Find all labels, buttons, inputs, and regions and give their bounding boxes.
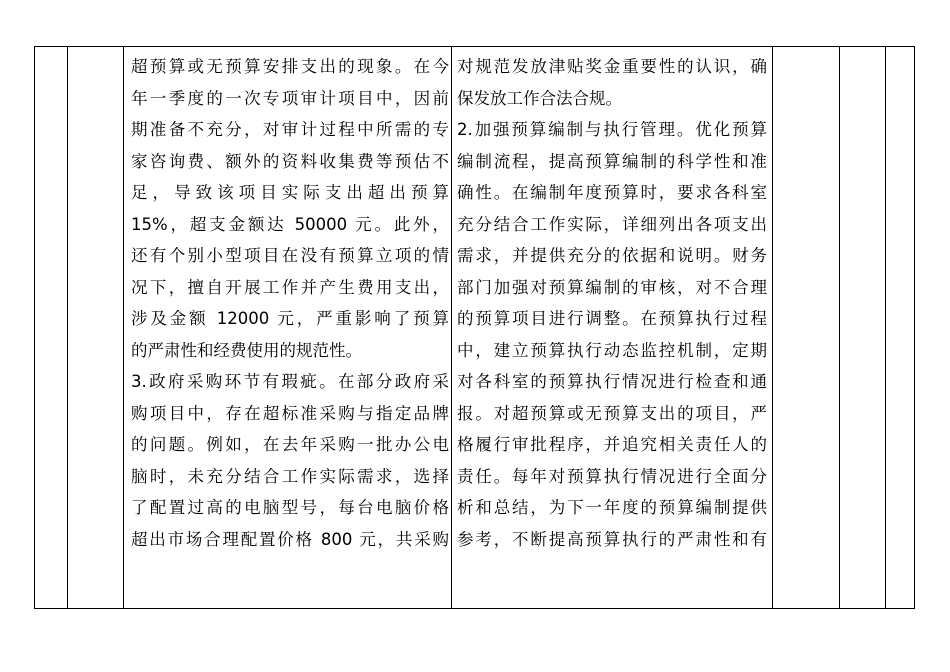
text-line: 的预算项目进行调整。在预算执行过程 (457, 309, 767, 328)
rectification-measures-cell (457, 51, 767, 555)
text-line: 需求，并提供充分的依据和说明。财务 (457, 246, 767, 265)
text-line: 购项目中，存在超标准采购与指定品牌 (131, 403, 449, 423)
text-line: 确性。在编制年度预算时，要求各科室 (457, 183, 767, 202)
text-line: 2.加强预算编制与执行管理。优化预算 (457, 120, 767, 139)
text-line: 责任。每年对预算执行情况进行全面分 (457, 466, 767, 486)
column-divider (772, 47, 773, 608)
table-frame (34, 46, 915, 609)
column-divider (67, 47, 68, 608)
text-line: 家咨询费、额外的资料收集费等预估不 (131, 151, 449, 171)
text-line: 涉及金额 12000 元，严重影响了预算 (131, 309, 449, 328)
text-line: 格履行审批程序，并追究相关责任人的 (457, 435, 767, 454)
text-line: 年一季度的一次专项审计项目中，因前 (131, 88, 449, 108)
text-line: 的问题。例如，在去年采购一批办公电 (131, 435, 449, 454)
text-line: 参考，不断提高预算执行的严肃性和有 (457, 529, 767, 549)
text-line: 超预算或无预算安排支出的现象。在今 (131, 57, 449, 76)
column-divider (451, 47, 452, 608)
text-line: 期准备不充分，对审计过程中所需的专 (131, 120, 449, 139)
text-line: 中，建立预算执行动态监控机制，定期 (457, 340, 767, 360)
text-line: 充分结合工作实际，详细列出各项支出 (457, 214, 767, 234)
problem-description-cell (131, 51, 449, 555)
column-divider (123, 47, 124, 608)
column-divider (839, 47, 840, 608)
text-line: 报。对超预算或无预算支出的项目，严 (457, 403, 767, 423)
text-line: 15%，超支金额达 50000 元。此外， (131, 214, 449, 234)
column-divider (885, 47, 886, 608)
text-line: 脑时，未充分结合工作实际需求，选择 (131, 466, 449, 486)
text-line: 还有个别小型项目在没有预算立项的情 (131, 246, 449, 265)
text-line: 析和总结，为下一年度的预算编制提供 (457, 498, 767, 517)
text-line: 保发放工作合法合规。 (457, 88, 622, 108)
text-line: 对各科室的预算执行情况进行检查和通 (457, 372, 767, 391)
text-line: 况下，擅自开展工作并产生费用支出， (131, 277, 449, 297)
text-line: 编制流程，提高预算编制的科学性和准 (457, 151, 767, 171)
text-line: 了配置过高的电脑型号，每台电脑价格 (131, 498, 449, 517)
text-line: 足，导致该项目实际支出超出预算 (131, 183, 449, 202)
text-line: 的严肃性和经费使用的规范性。 (131, 340, 362, 360)
text-line: 3.政府采购环节有瑕疵。在部分政府采 (131, 372, 449, 391)
text-line: 超出市场合理配置价格 800 元，共采购 (131, 529, 449, 549)
text-line: 对规范发放津贴奖金重要性的认识，确 (457, 57, 767, 76)
text-line: 部门加强对预算编制的审核，对不合理 (457, 277, 767, 297)
